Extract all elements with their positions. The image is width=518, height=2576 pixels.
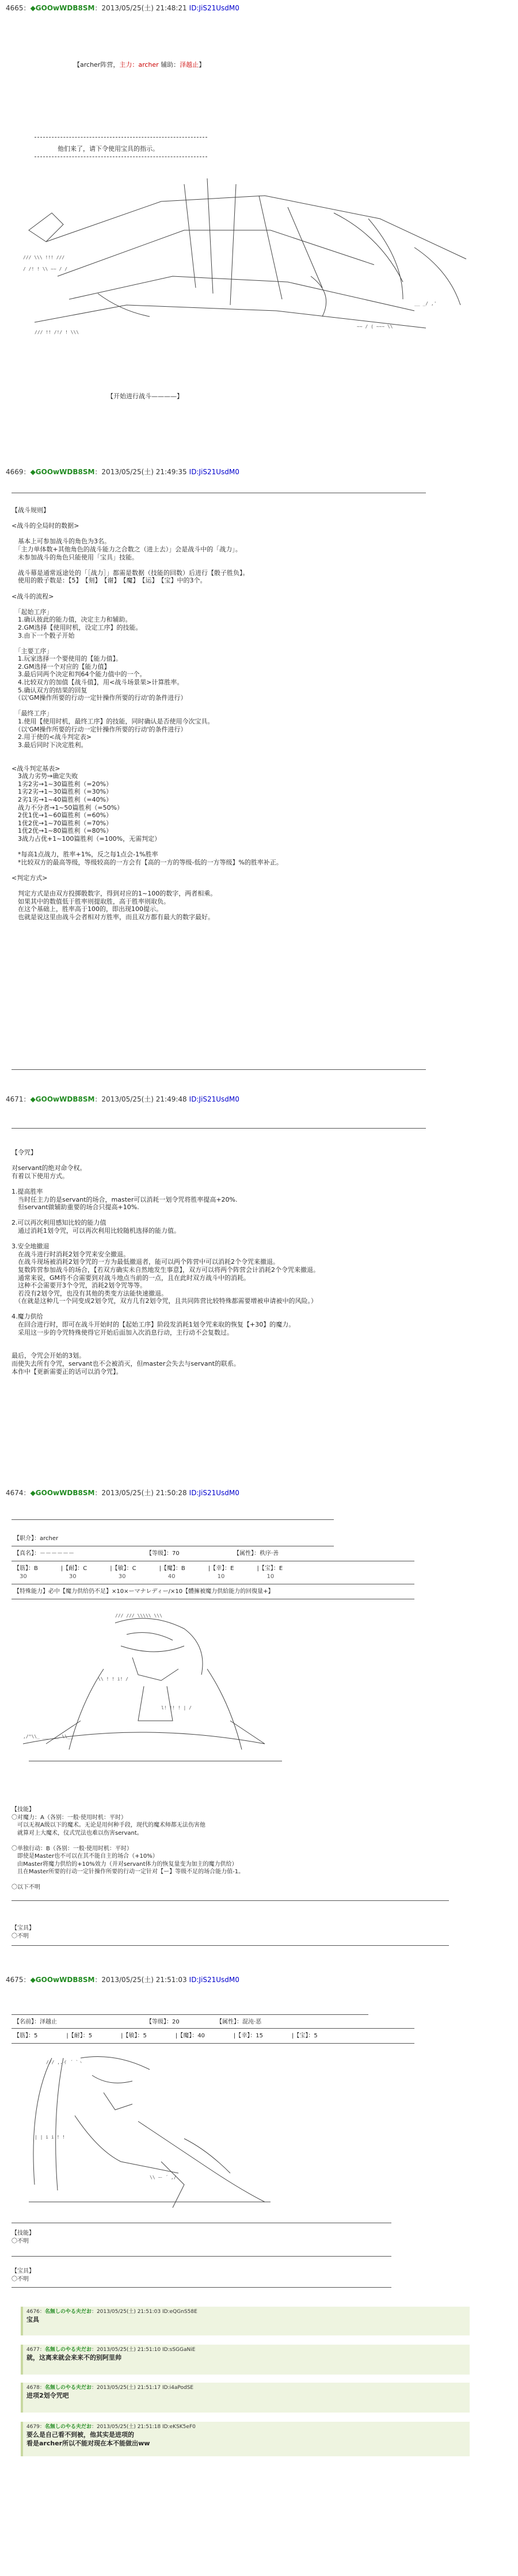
response-text: 进项2划令咒吧 — [26, 2392, 69, 2399]
svg-text:| | i i ! !: | | i i ! ! — [35, 2135, 65, 2140]
level-label: 【等级】：20 — [146, 2019, 180, 2025]
ascii-art-sword — [12, 161, 506, 351]
post-header: 4675：◆GOOwWDB8SM：2013/05/25(土) 21:51:03 ID:JiS21UsdM0 — [6, 1976, 239, 1984]
divider — [12, 2028, 414, 2029]
divider — [12, 1519, 334, 1520]
post-header: 4669：◆GOOwWDB8SM：2013/05/25(土) 21:49:35 ID:JiS21UsdM0 — [6, 468, 239, 476]
divider — [12, 2043, 414, 2044]
response-4678 — [21, 2383, 470, 2413]
post-4669 — [0, 467, 518, 477]
post-date: 2013/05/25(土) 21:50:28 — [101, 1489, 187, 1497]
svg-text:/// !! /!/ ! \\\: /// !! /!/ ! \\\ — [35, 330, 79, 335]
true-name-label: 【真名】：－－－－－－ — [14, 1550, 74, 1557]
post-4671 — [0, 1095, 518, 1104]
post-header: 4671：◆GOOwWDB8SM：2013/05/25(土) 21:49:48 ID:JiS21UsdM0 — [6, 1095, 239, 1103]
battle-rules-text: 【战斗规则】 <战斗的全局时的数据> 基本上可参加战斗的角色为3名。 「主力单体数+其他角色的战斗能力之合数之（进上去）」会是战斗中的「战力」。 未参加战斗的角色只能使用「宝具」技能。 战斗幕是通常返途处的「［战力］」都需是数据（技能的回数）后进行【骰子胜负】。 使用的骰子数是：【5】 【刻】 【谢】 【魔】 【运】 【宝】中的3个。 <战斗的流程> 「起始工序」 1.确认彼此的能力值，决定主力和辅助。 2.GM选择【使用时机，设定工序】的技能。 3.由下一个骰子开始 「主要工序」 1.玩家选择一个要使用的【能力值】。 2.GM选择一个对应的【能力值】 3.最后同两个决定和判64个能力值中的一个。 4.比较双方的加值【战斗值】，用<战斗场景果>计算胜率。 5.确认双方的结果的回复 （以'GM操作所要的行动一定针操作所要的行动'的条件进行） 「最终工序」 1.使用【使用时机，最终工序】的技能，同时确认是否使用今次宝具。 （以'GM操作所要的行动一定针操作所要的行动'的条件进行） 2.用于使的<战斗判定表> 3.最后同时下决定胜利。 <战斗判定基表> 3战力劣势→确定失败 1劣2劣→1~30篇胜利（=20%） 1劣2劣→1~30篇胜利（=30%） 2劣1劣→1~40篇胜利（=40%） 战力不分者→1~50篇胜利（=50%） 2优1优→1~60篇胜利（=60%） 1优2优→1~70篇胜利（=70%） 1优2优→1~80篇胜利（=80%） 3战力占优+1~100篇胜利（=100%，无需判定） *每高1点战力，胜率+1%，反之每1点会-1%胜率 *比较双方的最高等级，等级较高的一方会有【高的一方的等级-低的一方等级】%的胜率补正。 <判定方式> 判定方式是由双方投掷骰数字，得到对应的1~100的数字，两者相乘。 如果其中的数值低于胜率则提取胜，高于胜率则取负。 在这个基础上，胜率高于100的，即出现100提示。 也就是说这里由战斗会者相对方胜率，而且双方都有最大的数字最好。 — [12, 506, 283, 921]
post-date: 2013/05/25(土) 21:51:03 — [101, 1976, 187, 1984]
divider — [12, 2014, 368, 2015]
response-header: 4676：名無しのやる夫だお：2013/05/25(土) 21:51:03 ID:eQGnS58E — [26, 2309, 197, 2315]
post-id[interactable]: ID:JiS21UsdM0 — [189, 1095, 239, 1103]
response-text: 就，这离来就会来来不的别阿里帅 — [26, 2354, 121, 2361]
response-text: 宝具 — [26, 2316, 39, 2323]
class-label: 【职介】：archer — [14, 1535, 59, 1542]
svg-text:,/^\\_ ___ __ \\__: ,/^\\_ ___ __ \\__ — [23, 1734, 73, 1739]
svg-text:/// ,.イ ´ `ヽ: /// ,.イ ´ `ヽ — [46, 2060, 83, 2065]
svg-text:/// \\\ !!! ///: /// \\\ !!! /// — [23, 255, 65, 260]
ascii-art-sawagoe — [12, 2047, 334, 2219]
divider — [12, 1069, 426, 1070]
attribute-label: 【属性】：秩序·善 — [234, 1550, 279, 1557]
treasure-text: 【宝具】 〇不明 — [12, 1925, 35, 1939]
battle-start-label: 【开始进行战斗————】 — [107, 393, 183, 400]
svg-text:l! |! ! | /: l! |! ! | / — [161, 1705, 192, 1710]
command-spell-text: 【令咒】 对servant的绝对命令权。 有着以下使用方式。 1.提高胜率 当时任主力的是servant的场合，master可以消耗一划令咒将胜率提高+20%. 但servant做辅助重要的场合只提高+10%. 2.可以再次利用感知比较的能力值 通过消耗1划令咒，可以再次利用比较随机选择的能力值。 3.安全地撤退 在战斗进行时消耗2划令咒来安全撤退。 在战斗现场被消耗2划令咒的一方为最低撤退者，能可以两个阵营中可以消耗2个令咒来撤退。 复数阵营参加战斗的场合，【若双方确实未自然地发生事意】，双方可以将两个阵营会计消耗2个令咒来撤退。 通常来说，GM将不合需要到对战斗地点当前的一点，且在此时双方战斗中的消耗。 这种不会需要开3个令咒，消耗2划令咒等等。 若没有2划令咒，也没有其他的类变方法能快速撤退。 （在就是这种几一个同变成2划令咒，双方几有2划令咒，且共同阵营比较特殊都需要增被申请被中的风险。） 4.魔力供给 在回合进行时，即可在战斗开始时的【起始工序】阶段发消耗1划令咒来取的恢复【+30】的魔力。 采用这一步的令咒特殊使得它开始后面加入次消息行动，主行动不会复数过。 最后，令咒会开始的3划。 而使失去所有令咒，servant也不会被消灭，但master会失去与servant的联系。 本作中【更新需要正的话可以消令咒】。 — [12, 1149, 319, 1375]
post-id[interactable]: ID:JiS21UsdM0 — [189, 1976, 239, 1984]
response-header: 4678：名無しのやる夫だお：2013/05/25(土) 21:51:17 ID:i4aPodSE — [26, 2385, 194, 2391]
speech-bubble-text: 他们来了，请下令使用宝具的指示。 — [58, 145, 159, 153]
svg-text:/// /// \\\\\ \\\: /// /// \\\\\ \\\ — [115, 1613, 162, 1618]
post-id[interactable]: ID:JiS21UsdM0 — [189, 4, 239, 12]
poster-name[interactable]: ◆GOOwWDB8SM — [30, 1976, 95, 1984]
post-date: 2013/05/25(土) 21:48:21 — [101, 4, 187, 12]
post-date: 2013/05/25(土) 21:49:48 — [101, 1095, 187, 1103]
post-4675 — [0, 1975, 518, 1984]
skills-text: 【技能】 〇对魔力：A（各别：一般·使用时机：平时） 可以无视A级以下的魔术。无论是用何种手段，现代的魔术师都无法伤害他 就算对上大魔术，仪式咒法也难以伤害servant。 〇单独行动：B（各别：一般·使用时机：平时） 即使是Master也不可以在其不能自主的场合（+10%） 由Master将魔力供给的+10%效力（并对servant体力的恢复量变为加主的魔力供给） 且在Master所要的行动一定针操作所要的行动一定针对【ー】等级不足的场合能力值-1。 〇以下不明 — [12, 1807, 245, 1891]
stats-row: 【筋】：5 |【耐】：5 |【敏】：5 |【魔】：40 |【幸】：15 |【宝】：5 — [14, 2033, 318, 2039]
post-header: 4674：◆GOOwWDB8SM：2013/05/25(土) 21:50:28 ID:JiS21UsdM0 — [6, 1489, 239, 1497]
response-4679 — [21, 2422, 470, 2456]
post-4665 — [0, 3, 518, 13]
skills-text: 【技能】 〇不明 — [12, 2230, 35, 2245]
post-date: 2013/05/25(土) 21:49:35 — [101, 468, 187, 476]
svg-text:/ /! ! \\ ~~ / /: / /! ! \\ ~~ / / — [23, 266, 68, 272]
svg-text:\\ ! ! i! /: \\ ! ! i! / — [98, 1676, 128, 1682]
svg-text:\\ ー ´ ,/: \\ ー ´ ,/ — [150, 2175, 177, 2180]
response-4677 — [21, 2345, 470, 2375]
speech-bubble-top — [35, 137, 207, 138]
divider — [12, 2256, 391, 2257]
divider — [12, 1128, 426, 1129]
special-ability-note: 【特殊能力】必中【魔力供给仍不足】×10×ーマナレディー/×10【體擁被魔力供給能力的回復量+】 — [14, 1588, 274, 1595]
response-4676 — [21, 2307, 470, 2335]
ascii-art-archer — [12, 1606, 334, 1778]
divider — [12, 1900, 449, 1901]
poster-name[interactable]: ◆GOOwWDB8SM — [30, 4, 95, 12]
svg-text:~~ / ( ~~~ \\: ~~ / ( ~~~ \\ — [357, 324, 393, 329]
name-label: 【名前】：泽越止 — [14, 2019, 57, 2025]
treasure-text: 【宝具】 〇不明 — [12, 2268, 35, 2282]
post-id[interactable]: ID:JiS21UsdM0 — [189, 468, 239, 476]
divider — [12, 1945, 449, 1946]
divider — [12, 2287, 391, 2288]
svg-text:__ _/ ,': __ _/ ,' — [414, 301, 437, 306]
response-header: 4677：名無しのやる夫だお：2013/05/25(土) 21:51:10 ID:sSGGaNiE — [26, 2347, 196, 2353]
poster-name[interactable]: ◆GOOwWDB8SM — [30, 1489, 95, 1497]
level-label: 【等级】：70 — [146, 1550, 180, 1557]
stats-row: 【筋】：B |【耐】：C |【敏】：C |【魔】：B |【幸】：E |【宝】：E — [14, 1565, 283, 1572]
response-header: 4679：名無しのやる夫だお：2013/05/25(土) 21:51:18 ID:eKSK5eF0 — [26, 2424, 196, 2430]
post-header: 4665：◆GOOwWDB8SM：2013/05/25(土) 21:48:21 ID:JiS21UsdM0 — [6, 4, 239, 12]
response-text: 要么是自己看不到被，他其实是进项的 看是archer所以不能对现在本不能做出ww — [26, 2431, 150, 2447]
post-4674 — [0, 1488, 518, 1497]
attribute-label: 【属性】：混沌·恶 — [216, 2019, 262, 2025]
poster-name[interactable]: ◆GOOwWDB8SM — [30, 1095, 95, 1103]
poster-name[interactable]: ◆GOOwWDB8SM — [30, 468, 95, 476]
stats-values: 30 30 30 40 10 10 — [14, 1573, 275, 1580]
banner: 【archer阵营，主力：archer 辅助：泽越止】 — [74, 61, 205, 68]
post-id[interactable]: ID:JiS21UsdM0 — [189, 1489, 239, 1497]
